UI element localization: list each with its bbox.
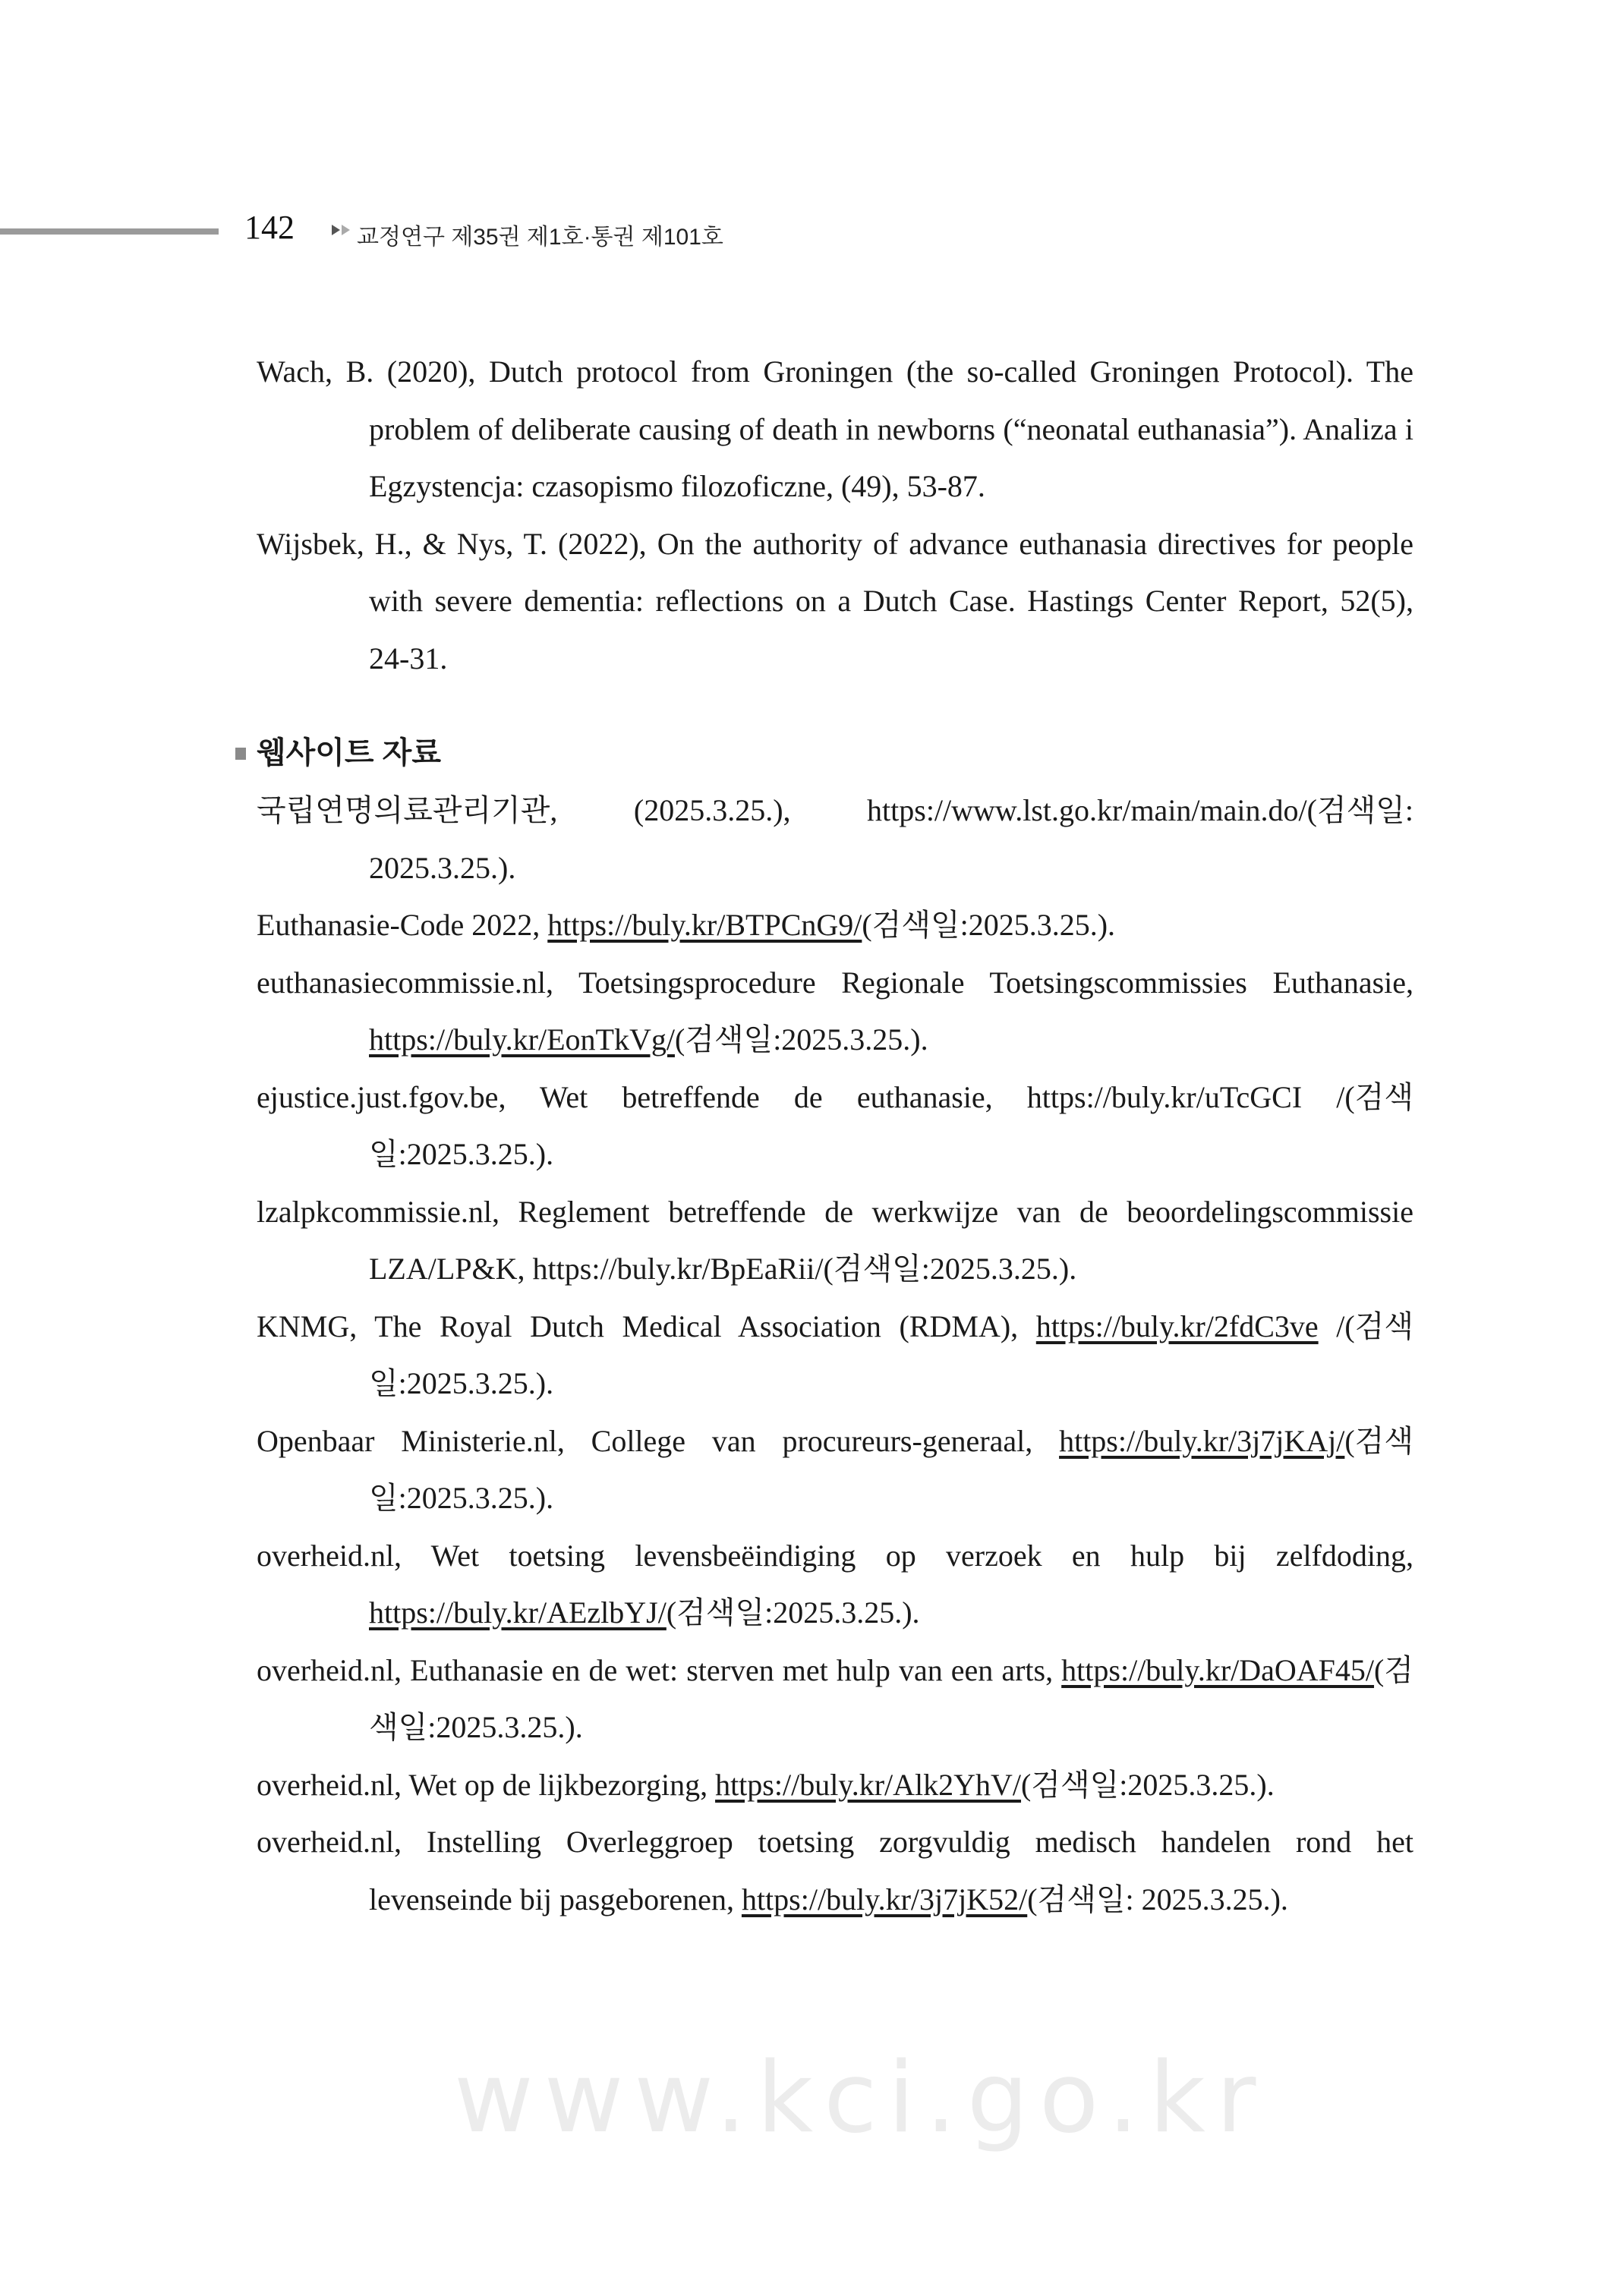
reference-link[interactable]: https://buly.kr/3j7jKAj/ [1059,1423,1345,1458]
reference-entry: Wijsbek, H., & Nys, T. (2022), On the authority of advance euthanasia directives for people with severe dementia: reflections on a Dutch Case. Hastings Center Report, 52(5), 24-31. [257,526,1413,676]
web-reference-entry [257,1413,1413,1527]
section-heading [235,725,1413,782]
web-reference-entry [257,1642,1413,1756]
reference-text: overheid.nl, Euthanasie en de wet: sterven met hulp van een arts, [257,1652,1062,1687]
retrieved-date: (검색일:2025.3.25.). [666,1595,920,1630]
reference-text: ejustice.just.fgov.be, Wet betreffende de euthanasie, https://buly.kr/uTcGCI /(검색일:2025.3.25.). [257,1079,1413,1171]
retrieved-date: (검색일:2025.3.25.). [369,1423,1413,1515]
web-reference-entry [257,1298,1413,1413]
header-rule [0,228,219,235]
web-reference-entry [257,1756,1413,1814]
section-title: 웹사이트 자료 [257,735,441,770]
web-reference-entry [257,954,1413,1069]
reference-link[interactable]: https://buly.kr/2fdC3ve [1035,1309,1319,1343]
retrieved-date: /(검색일:2025.3.25.). [369,1309,1413,1400]
square-bullet-icon [235,748,246,760]
retrieved-date: (검색일:2025.3.25.). [1021,1767,1275,1802]
retrieved-date: (검색일:2025.3.25.). [674,1022,928,1057]
reference-text: Openbaar Ministerie.nl, College van procureurs-generaal, [257,1423,1060,1458]
reference-list [257,343,1413,1928]
reference-link[interactable]: https://buly.kr/3j7jK52/ [741,1882,1028,1916]
web-reference-entry [257,782,1413,896]
retrieved-date: (검색일: 2025.3.25.). [1027,1882,1288,1916]
arrow-icon [332,225,340,235]
reference-text: overheid.nl, Wet op de lijkbezorging, [257,1767,716,1802]
reference-text: lzalpkcommissie.nl, Reglement betreffende de werkwijze van de beoordelingscommissie LZA/LP&K, https://buly.kr/BpEaRii/(검색일:2025.3.25.). [257,1194,1413,1286]
reference-link[interactable]: https://buly.kr/DaOAF45/ [1061,1652,1375,1687]
reference-text: overheid.nl, Instelling Overleggroep toetsing zorgvuldig medisch handelen rond het levenseinde bij pasgeborenen, [257,1825,1413,1916]
retrieved-date: (검색일:2025.3.25.). [369,1652,1413,1744]
reference-text: Euthanasie-Code 2022, [257,908,548,942]
web-reference-entry [257,1813,1413,1928]
web-reference-entry [257,1183,1413,1298]
arrow-icon [342,225,350,235]
journal-title: 교정연구 제35권 제1호·통권 제101호 [357,225,723,250]
reference-link[interactable]: https://buly.kr/BTPCnG9/ [547,908,862,942]
reference-link[interactable]: https://buly.kr/AEzlbYJ/ [369,1595,667,1630]
reference-text: euthanasiecommissie.nl, Toetsingsprocedure Regionale Toetsingscommissies Euthanasie, [257,965,1413,1000]
reference-text: 국립연명의료관리기관, (2025.3.25.), https://www.lst.go.kr/main/main.do/(검색일: 2025.3.25.). [257,793,1413,885]
reference-link[interactable]: https://buly.kr/EonTkVg/ [369,1022,675,1057]
double-arrow-icon [332,225,350,235]
reference-text: overheid.nl, Wet toetsing levensbeëindiging op verzoek en hulp bij zelfdoding, [257,1538,1413,1573]
web-reference-entry [257,1527,1413,1642]
web-reference-entry [257,1069,1413,1183]
web-reference-entry [257,896,1413,954]
watermark: www.kci.go.kr [454,2042,1267,2155]
reference-link[interactable]: https://buly.kr/Alk2YhV/ [715,1767,1022,1802]
retrieved-date: (검색일:2025.3.25.). [862,908,1116,942]
page-number: 142 [244,209,295,246]
reference-text: KNMG, The Royal Dutch Medical Association (RDMA), [257,1309,1036,1343]
reference-entry: Wach, B. (2020), Dutch protocol from Groningen (the so-called Groningen Protocol). The problem of deliberate causing of death in newborns (“neonatal euthanasia”). Analiza i Egzystencja: czasopismo filozoficzne, (49), 53-87. [257,354,1413,503]
